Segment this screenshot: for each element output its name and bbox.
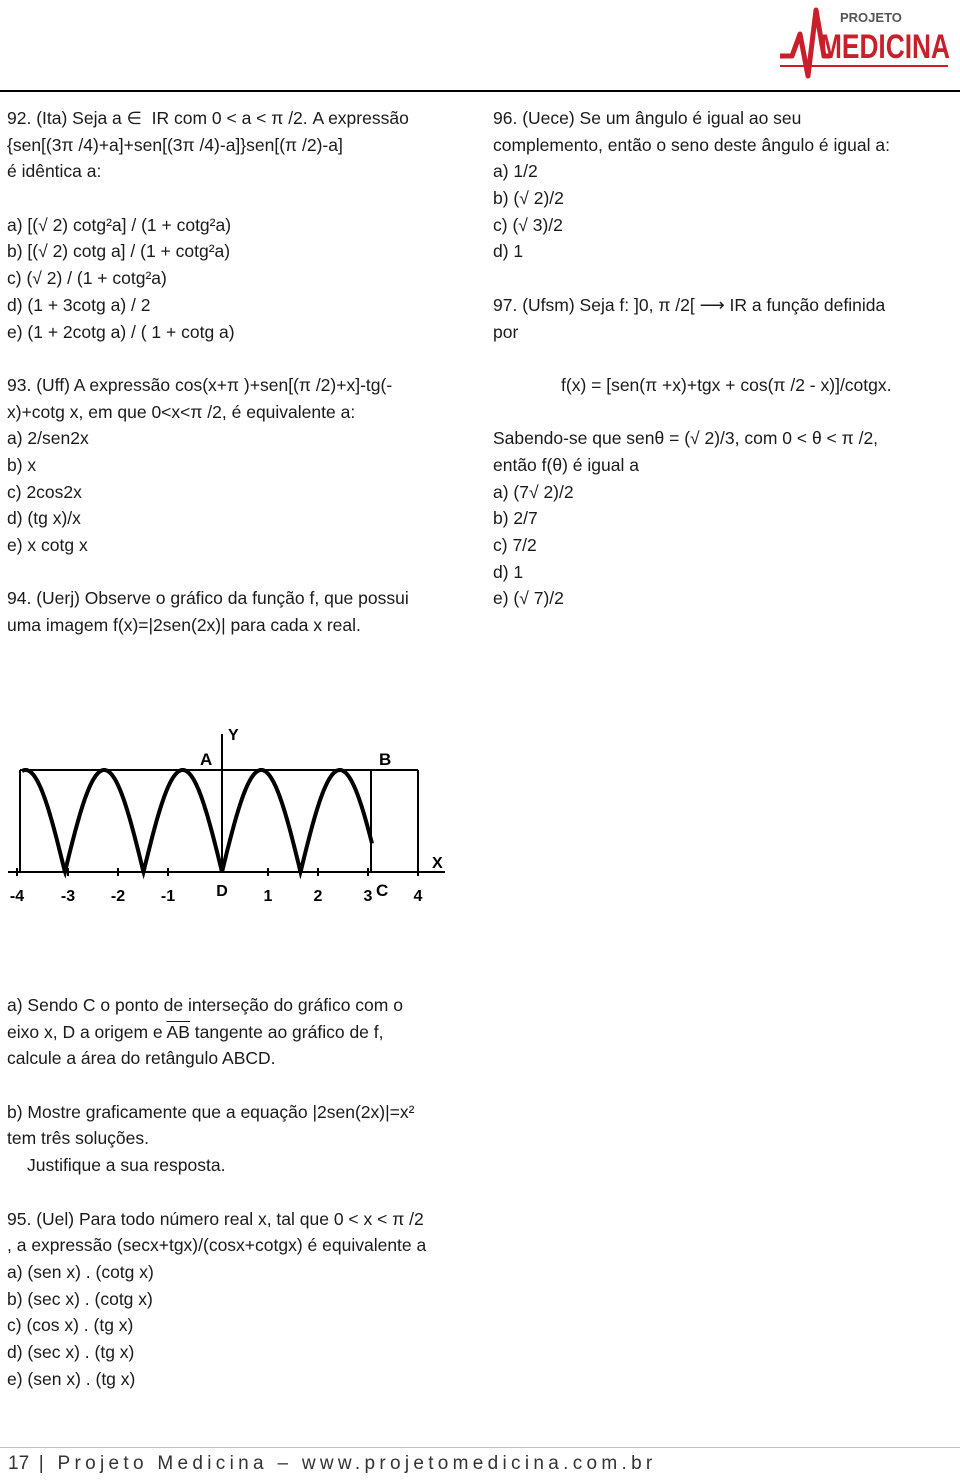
tick-label: 1 xyxy=(263,888,273,905)
tick-label: 2 xyxy=(313,888,323,905)
q95-line: , a expressão (secx+tgx)/(cosx+cotgx) é equivalente a xyxy=(7,1235,427,1256)
q95-option-c: c) (cos x) . (tg x) xyxy=(7,1315,134,1336)
tick-label: -1 xyxy=(160,888,176,905)
q93-line: x)+cotg x, em que 0<x<π /2, é equivalente a: xyxy=(7,401,356,422)
q96-line: complemento, então o seno deste ângulo é igual a: xyxy=(493,134,890,155)
q94b-line: b) Mostre graficamente que a equação |2sen(2x)|=x² xyxy=(7,1101,415,1122)
q93-option-b: b) x xyxy=(7,454,37,475)
right-column xyxy=(493,105,953,612)
q96-option-c: c) (√ 3)/2 xyxy=(493,214,563,235)
tick-label: 3 xyxy=(363,888,373,905)
point-b-label: B xyxy=(379,750,392,769)
q95-line: 95. (Uel) Para todo número real x, tal que 0 < x < π /2 xyxy=(7,1208,424,1229)
q92-line: {sen[(3π /4)+a]+sen[(3π /4)-a]}sen[(π /2)-a] xyxy=(7,134,343,155)
q96-option-b: b) (√ 2)/2 xyxy=(493,188,564,209)
page-number: 17 xyxy=(8,1453,30,1474)
q95-option-b: b) (sec x) . (cotg x) xyxy=(7,1288,153,1309)
q92-option-e: e) (1 + 2cotg a) / ( 1 + cotg a) xyxy=(7,321,235,342)
q92-option-d: d) (1 + 3cotg a) / 2 xyxy=(7,294,151,315)
question-93 xyxy=(7,372,477,559)
tick-label: -2 xyxy=(110,888,126,905)
q97-option-e: e) (√ 7)/2 xyxy=(493,588,564,609)
question-94 xyxy=(7,585,477,638)
q92-option-a: a) [(√ 2) cotg²a] / (1 + cotg²a) xyxy=(7,214,232,235)
q93-option-c: c) 2cos2x xyxy=(7,481,82,502)
q94b-line: tem três soluções. xyxy=(7,1128,149,1149)
point-c-label: C xyxy=(376,881,389,900)
q95-option-d: d) (sec x) . (tg x) xyxy=(7,1341,135,1362)
q94-line: 94. (Uerj) Observe o gráfico da função f, que possui xyxy=(7,588,409,609)
q94b-line: Justifique a sua resposta. xyxy=(27,1155,226,1176)
q97-line: então f(θ) é igual a xyxy=(493,454,639,475)
q92-line: é idêntica a: xyxy=(7,161,102,182)
projeto-medicina-logo xyxy=(778,4,954,90)
function-curve xyxy=(22,770,372,872)
q93-option-e: e) x cotg x xyxy=(7,535,88,555)
question-94-parts xyxy=(7,992,477,1392)
q93-option-a: a) 2/sen2x xyxy=(7,428,89,449)
question-92 xyxy=(7,105,477,345)
logo-top-text: PROJETO xyxy=(840,10,902,25)
q94a-line: eixo x, D a origem e $\overline{AB}$ tangente ao gráfico de f, xyxy=(7,1021,384,1042)
q94a-line: a) Sendo C o ponto de interseção do gráfico com o xyxy=(7,995,403,1015)
q97-option-c: c) 7/2 xyxy=(493,535,537,555)
page-footer: 17 | Projeto Medicina – www.projetomedicina.com.br xyxy=(8,1453,657,1474)
y-axis-label: Y xyxy=(228,727,239,744)
header-rule xyxy=(0,90,960,92)
q94a-line: calcule a área do retângulo ABCD. xyxy=(7,1048,276,1069)
q97-formula: f(x) = [sen(π +x)+tgx + cos(π /2 - x)]/cotgx. xyxy=(561,374,892,395)
q97-option-d: d) 1 xyxy=(493,561,524,582)
q97-line: Sabendo-se que senθ = (√ 2)/3, com 0 < θ < π /2, xyxy=(493,428,879,449)
q92-line: 92. (Ita) Seja a ∈ IR com 0 < a < π /2. A expressão xyxy=(7,108,409,128)
q95-option-e: e) (sen x) . (tg x) xyxy=(7,1368,136,1389)
q93-option-d: d) (tg x)/x xyxy=(7,508,81,529)
point-a-label: A xyxy=(200,750,213,769)
q97-option-b: b) 2/7 xyxy=(493,508,538,529)
question-95 xyxy=(7,1206,477,1393)
q96-option-d: d) 1 xyxy=(493,241,524,262)
q92-option-c: c) (√ 2) / (1 + cotg²a) xyxy=(7,268,167,289)
logo-main-text: MEDICINA xyxy=(820,28,950,66)
footer-text: Projeto Medicina – www.projetomedicina.com.br xyxy=(57,1453,657,1474)
q93-line: 93. (Uff) A expressão cos(x+π )+sen[(π /2)+x]-tg(- xyxy=(7,374,393,395)
function-graph xyxy=(0,720,460,910)
x-axis-label: X xyxy=(432,855,443,872)
tick-label: 4 xyxy=(413,888,423,905)
q95-option-a: a) (sen x) . (cotg x) xyxy=(7,1261,154,1282)
footer-rule xyxy=(0,1447,960,1448)
segment-ab: $\overline{AB}$ xyxy=(166,1021,190,1042)
q94-line: uma imagem f(x)=|2sen(2x)| para cada x real. xyxy=(7,615,361,636)
left-column xyxy=(7,105,477,639)
tick-label: -4 xyxy=(9,888,25,905)
q96-line: 96. (Uece) Se um ângulo é igual ao seu xyxy=(493,108,802,128)
q97-line: 97. (Ufsm) Seja f: ]0, π /2[ ⟶ IR a função definida xyxy=(493,294,886,315)
q97-line: por xyxy=(493,321,519,342)
q97-option-a: a) (7√ 2)/2 xyxy=(493,481,574,502)
point-d-label: D xyxy=(216,883,228,900)
question-96 xyxy=(493,105,953,265)
q92-option-b: b) [(√ 2) cotg a] / (1 + cotg²a) xyxy=(7,241,231,262)
q96-option-a: a) 1/2 xyxy=(493,161,538,182)
question-97 xyxy=(493,292,953,612)
tick-label: -3 xyxy=(60,888,76,905)
